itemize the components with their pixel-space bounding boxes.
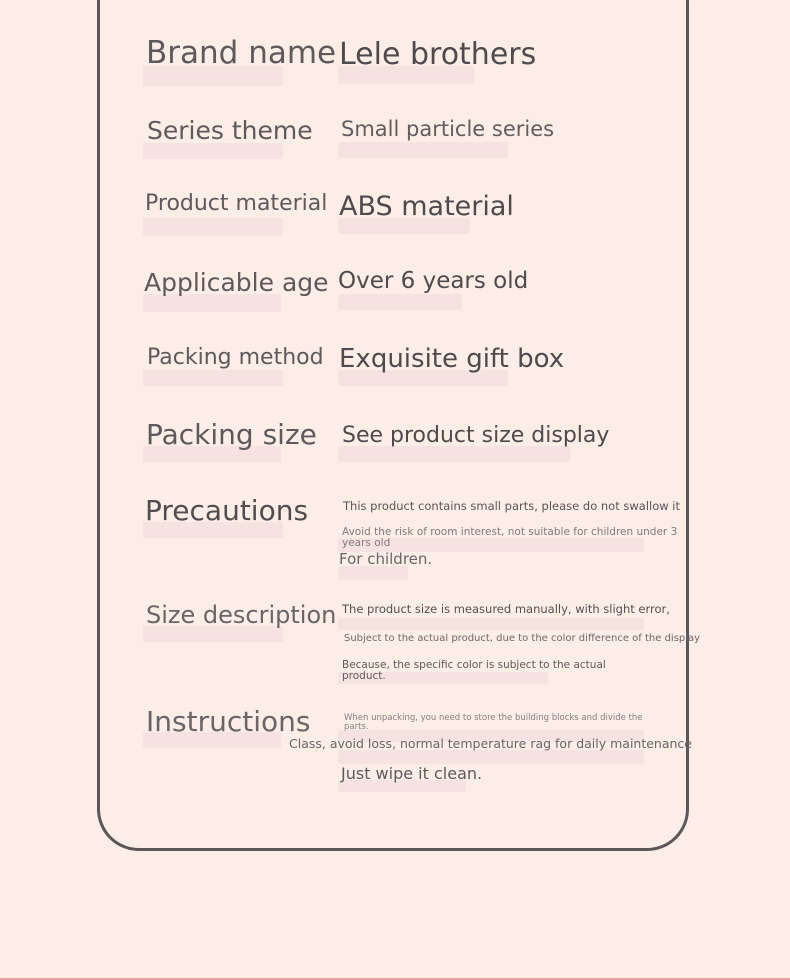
highlight-strip <box>338 142 508 158</box>
age-label: Applicable age <box>144 268 329 297</box>
material-label: Product material <box>145 191 328 216</box>
instructions-label: Instructions <box>146 705 311 738</box>
highlight-strip <box>338 566 408 580</box>
size-description-line-3: Because, the specific color is subject to the actual product. <box>342 659 606 683</box>
packing-method-value: Exquisite gift box <box>339 344 565 374</box>
age-value: Over 6 years old <box>338 268 529 294</box>
highlight-strip <box>338 750 644 764</box>
highlight-strip <box>338 446 570 462</box>
instructions-line-2: Class, avoid loss, normal temperature rag for daily maintenance <box>289 736 692 751</box>
material-value: ABS material <box>339 191 514 222</box>
precautions-line-2: Avoid the risk of room interest, not suitable for children under 3 years old <box>342 526 678 550</box>
precautions-label: Precautions <box>145 494 309 527</box>
packing-size-label: Packing size <box>146 418 317 451</box>
series-label: Series theme <box>147 116 313 145</box>
packing-method-label: Packing method <box>147 345 324 370</box>
highlight-strip <box>143 370 283 386</box>
brand-value: Lele brothers <box>339 37 537 72</box>
instructions-line-1: When unpacking, you need to store the building blocks and divide the parts. <box>344 713 643 732</box>
highlight-strip <box>338 618 644 630</box>
packing-size-value: See product size display <box>342 423 610 448</box>
brand-label: Brand name <box>146 35 337 71</box>
series-value: Small particle series <box>341 117 555 141</box>
highlight-strip <box>143 143 283 159</box>
highlight-strip <box>143 218 283 236</box>
size-description-line-2: Subject to the actual product, due to the color difference of the display <box>344 633 701 644</box>
highlight-strip <box>338 294 462 310</box>
precautions-line-3: For children. <box>339 550 433 568</box>
precautions-line-1: This product contains small parts, please do not swallow it <box>343 499 681 513</box>
size-description-line-1: The product size is measured manually, with slight error, <box>342 602 670 616</box>
size-description-label: Size description <box>146 601 337 629</box>
instructions-line-3: Just wipe it clean. <box>341 764 483 783</box>
